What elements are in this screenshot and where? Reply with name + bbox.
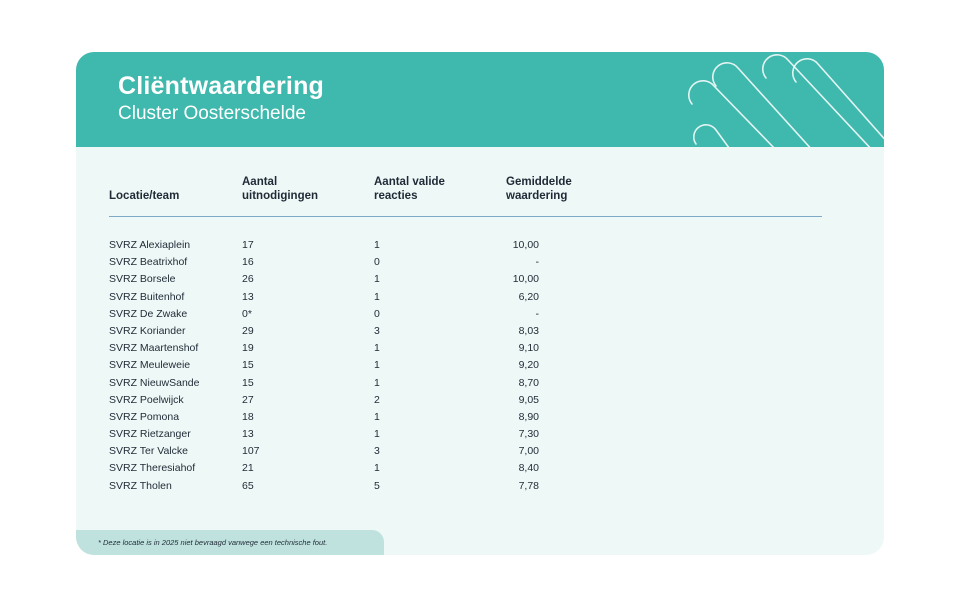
cell-waardering: 8,03: [518, 324, 539, 337]
cell-reacties: 1: [374, 376, 380, 389]
cell-waardering: 9,10: [518, 342, 539, 355]
cell-uitnodigingen: 26: [242, 273, 254, 286]
cell-locatie: SVRZ Beatrixhof: [109, 256, 188, 269]
table-row: [76, 409, 884, 426]
cell-uitnodigingen: 16: [242, 256, 254, 269]
cell-uitnodigingen: 29: [242, 324, 254, 337]
cell-uitnodigingen: 17: [242, 239, 254, 251]
table-body: [76, 237, 884, 495]
table-row: [76, 340, 884, 357]
page-title: Cliëntwaardering: [118, 72, 325, 100]
footnote: [76, 530, 384, 555]
cell-waardering: 10,00: [512, 239, 539, 251]
cell-locatie: SVRZ Pomona: [109, 410, 180, 423]
header-banner: [76, 52, 884, 147]
cell-locatie: SVRZ NieuwSande: [109, 376, 200, 389]
cell-waardering: 8,90: [518, 410, 539, 423]
column-header-waardering: Gemiddelde waardering: [506, 176, 572, 202]
cell-waardering: 7,78: [518, 479, 539, 492]
cell-uitnodigingen: 27: [242, 393, 254, 406]
cell-locatie: SVRZ Rietzanger: [109, 428, 191, 441]
cell-reacties: 3: [374, 324, 380, 337]
report-card: [76, 52, 884, 555]
cell-reacties: 0: [374, 307, 380, 320]
table-row: [76, 271, 884, 288]
table-row: [76, 289, 884, 306]
cell-waardering: 8,70: [518, 376, 539, 389]
cell-reacties: 1: [374, 239, 380, 251]
table-row: [76, 392, 884, 409]
column-header-locatie: Locatie/team: [109, 190, 180, 202]
cell-uitnodigingen: 13: [242, 290, 254, 303]
cell-locatie: SVRZ Buitenhof: [109, 290, 185, 303]
cell-waardering: -: [535, 256, 539, 269]
cell-locatie: SVRZ Meuleweie: [109, 359, 191, 372]
table-row: [76, 306, 884, 323]
cell-waardering: 9,20: [518, 359, 539, 372]
table-row: [76, 375, 884, 392]
cell-reacties: 1: [374, 410, 380, 423]
cell-locatie: SVRZ Koriander: [109, 324, 186, 337]
cell-uitnodigingen: 19: [242, 342, 254, 355]
table-row: [76, 254, 884, 271]
cell-locatie: SVRZ De Zwake: [109, 307, 188, 320]
column-header-uitnodigingen: Aantal uitnodigingen: [242, 176, 319, 202]
cell-locatie: SVRZ Theresiahof: [109, 462, 196, 475]
table-row: [76, 237, 884, 254]
cell-reacties: 1: [374, 273, 380, 286]
cell-reacties: 1: [374, 462, 380, 475]
cell-waardering: 6,20: [518, 290, 539, 303]
cell-locatie: SVRZ Ter Valcke: [109, 445, 188, 458]
cell-waardering: 7,30: [518, 428, 539, 441]
cell-uitnodigingen: 18: [242, 410, 254, 423]
cell-uitnodigingen: 65: [242, 479, 254, 492]
cell-locatie: SVRZ Alexiaplein: [109, 239, 191, 251]
cell-reacties: 5: [374, 479, 380, 492]
cell-uitnodigingen: 107: [242, 445, 260, 458]
decorative-stripes-icon: [686, 52, 884, 147]
cell-locatie: SVRZ Maartenshof: [109, 342, 199, 355]
cell-waardering: 10,00: [512, 273, 539, 286]
cell-uitnodigingen: 13: [242, 428, 254, 441]
column-header-reacties: Aantal valide reacties: [374, 176, 445, 202]
cell-reacties: 3: [374, 445, 380, 458]
cell-waardering: 7,00: [518, 445, 539, 458]
cell-waardering: -: [535, 307, 539, 320]
cell-reacties: 1: [374, 290, 380, 303]
cell-reacties: 1: [374, 359, 380, 372]
cell-reacties: 1: [374, 428, 380, 441]
cell-reacties: 2: [374, 393, 380, 406]
cell-uitnodigingen: 0*: [242, 307, 252, 320]
cell-locatie: SVRZ Tholen: [109, 479, 172, 492]
table-row: [76, 323, 884, 340]
table-row: [76, 478, 884, 495]
cell-uitnodigingen: 15: [242, 376, 254, 389]
cell-waardering: 9,05: [518, 393, 539, 406]
cell-reacties: 0: [374, 256, 380, 269]
cell-uitnodigingen: 15: [242, 359, 254, 372]
header-divider: [109, 216, 822, 217]
page-subtitle: Cluster Oosterschelde: [118, 103, 306, 124]
cell-reacties: 1: [374, 342, 380, 355]
footnote-text: * Deze locatie is in 2025 niet bevraagd vanwege een technische fout.: [98, 538, 328, 547]
table-row: [76, 443, 884, 460]
cell-uitnodigingen: 21: [242, 462, 254, 475]
cell-waardering: 8,40: [518, 462, 539, 475]
table-row: [76, 357, 884, 374]
cell-locatie: SVRZ Poelwijck: [109, 393, 184, 406]
table-row: [76, 426, 884, 443]
table-row: [76, 460, 884, 477]
cell-locatie: SVRZ Borsele: [109, 273, 176, 286]
